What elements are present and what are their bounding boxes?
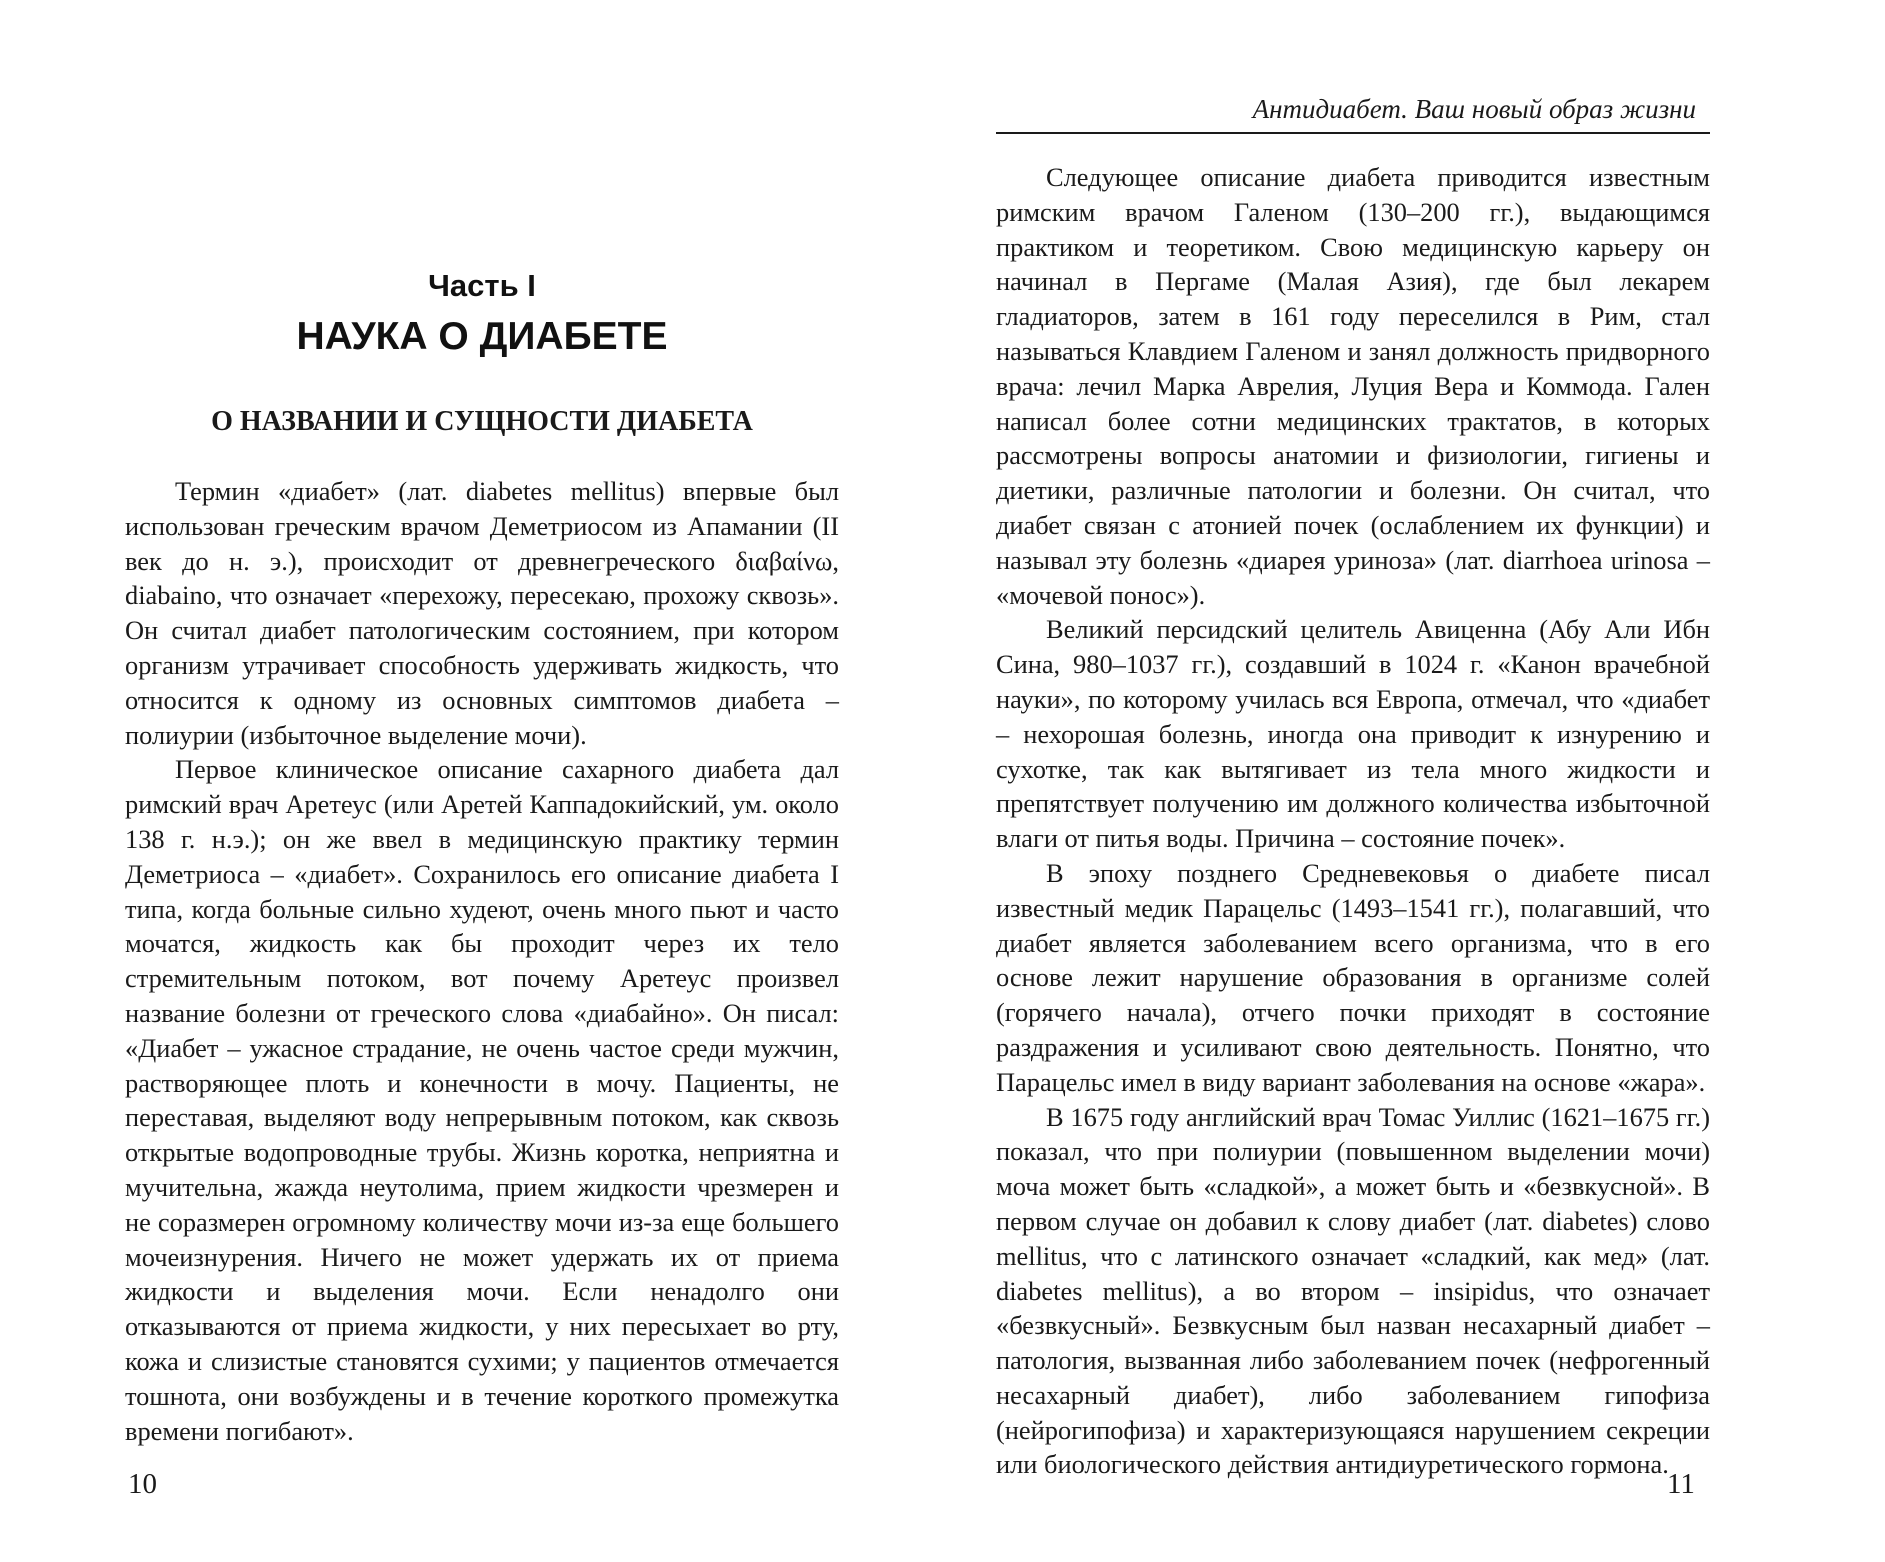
header-rule	[996, 132, 1710, 134]
section-title: О НАЗВАНИИ И СУЩНОСТИ ДИАБЕТА	[211, 406, 753, 437]
paragraph: В эпоху позднего Средневековья о диабете писал известный медик Парацельс (1493–1541 гг.), полагавший, что диабет является заболеванием всего организма, что в его основе лежит нарушение образования в организме солей (горячего начала), отчего почки приходят в состояние раздражения и усиливают свою деятельность. Понятно, что Парацельс имел в виду вариант заболевания на основе «жара».	[996, 857, 1710, 1097]
right-page	[942, 0, 1885, 1562]
right-body-text	[996, 160, 1710, 1482]
part-title: НАУКА О ДИАБЕТЕ	[296, 315, 668, 358]
paragraph: Первое клиническое описание сахарного диабета дал римский врач Аретеус (или Аретей Каппадокийский, ум. около 138 г. н.э.); он же ввел в медицинскую практику термин Деметриоса – «диабет». Сохранилось его описание диабета I типа, когда больные сильно худеют, очень много пьют и часто мочатся, жидкость как бы проходит через их тело стремительным потоком, вот почему Аретеус произвел название болезни от греческого слова «диабайно». Он писал: «Диабет – ужасное страдание, не очень частое среди мужчин, растворяющее плоть и конечности в мочу. Пациенты, не переставая, выделяют воду непрерывным потоком, как сквозь открытые водопроводные трубы. Жизнь коротка, неприятна и мучительна, жажда неутолима, прием жидкости чрезмерен и не соразмерен огромному количеству мочи из-за еще большего мочеизнурения. Ничего не может удержать их от приема жидкости и выделения мочи. Если ненадолго они отказываются от приема жидкости, у них пересыхает во рту, кожа и слизистые становятся сухими; у пациентов отмечается тошнота, они возбуждены и в течение короткого промежутка времени погибают».	[125, 754, 839, 1446]
paragraph: В 1675 году английский врач Томас Уиллис (1621–1675 гг.) показал, что при полиурии (повышенном выделении мочи) моча может быть «сладкой», а может быть и «безвкусной». В первом случае он добавил к слову диабет (лат. diabetes) слово mellitus, что с латинского означает «сладкий, как мед» (лат. diabetes mellitus), а во втором – insipidus, что означает «безвкусный». Безвкусным был назван несахарный диабет – патология, вызванная либо заболеванием почек (нефрогенный несахарный диабет), либо заболеванием гипофиза (нейрогипофиза) и характеризующаяся нарушением секреции или биологического действия антидиуретического гормона.	[996, 1101, 1710, 1480]
left-page	[0, 0, 942, 1562]
paragraph: Термин «диабет» (лат. diabetes mellitus) впервые был использован греческим врачом Деметриосом из Апамании (II век до н. э.), происходит от древнегреческого διαβαίνω, diabaino, что означает «перехожу, пересекаю, прохожу сквозь». Он считал диабет патологическим состоянием, при котором организм утрачивает способность удерживать жидкость, что относится к одному из основных симптомов диабета – полиурии (избыточное выделение мочи).	[125, 476, 839, 750]
part-number: Часть I	[428, 268, 536, 303]
page-number: 10	[128, 1468, 157, 1500]
paragraph: Великий персидский целитель Авиценна (Абу Али Ибн Сина, 980–1037 гг.), создавший в 1024 г. «Канон врачебной науки», по которому училась вся Европа, отмечал, что «диабет – нехорошая болезнь, иногда она приводит к изнурению и сухотке, так как вытягивает из тела много жидкости и препятствует получению им должного количества избыточной влаги от питья воды. Причина – состояние почек».	[996, 614, 1710, 854]
left-body-text	[125, 474, 839, 1448]
page-number: 11	[1667, 1468, 1695, 1500]
running-header: Антидиабет. Ваш новый образ жизни	[1252, 94, 1696, 124]
paragraph: Следующее описание диабета приводится известным римским врачом Галеном (130–200 гг.), выдающимся практиком и теоретиком. Свою медицинскую карьеру он начинал в Пергаме (Малая Азия), где был лекарем гладиаторов, затем в 161 году переселился в Рим, стал называться Клавдием Галеном и занял должность придворного врача: лечил Марка Аврелия, Луция Вера и Коммода. Гален написал более сотни медицинских трактатов, в которых рассмотрены вопросы анатомии и физиологии, гигиены и диетики, различные патологии и болезни. Он считал, что диабет связан с атонией почек (ослаблением их функции) и называл эту болезнь «диарея уриноза» (лат. diarrhoea urinosa – «мочевой понос»).	[996, 162, 1710, 610]
